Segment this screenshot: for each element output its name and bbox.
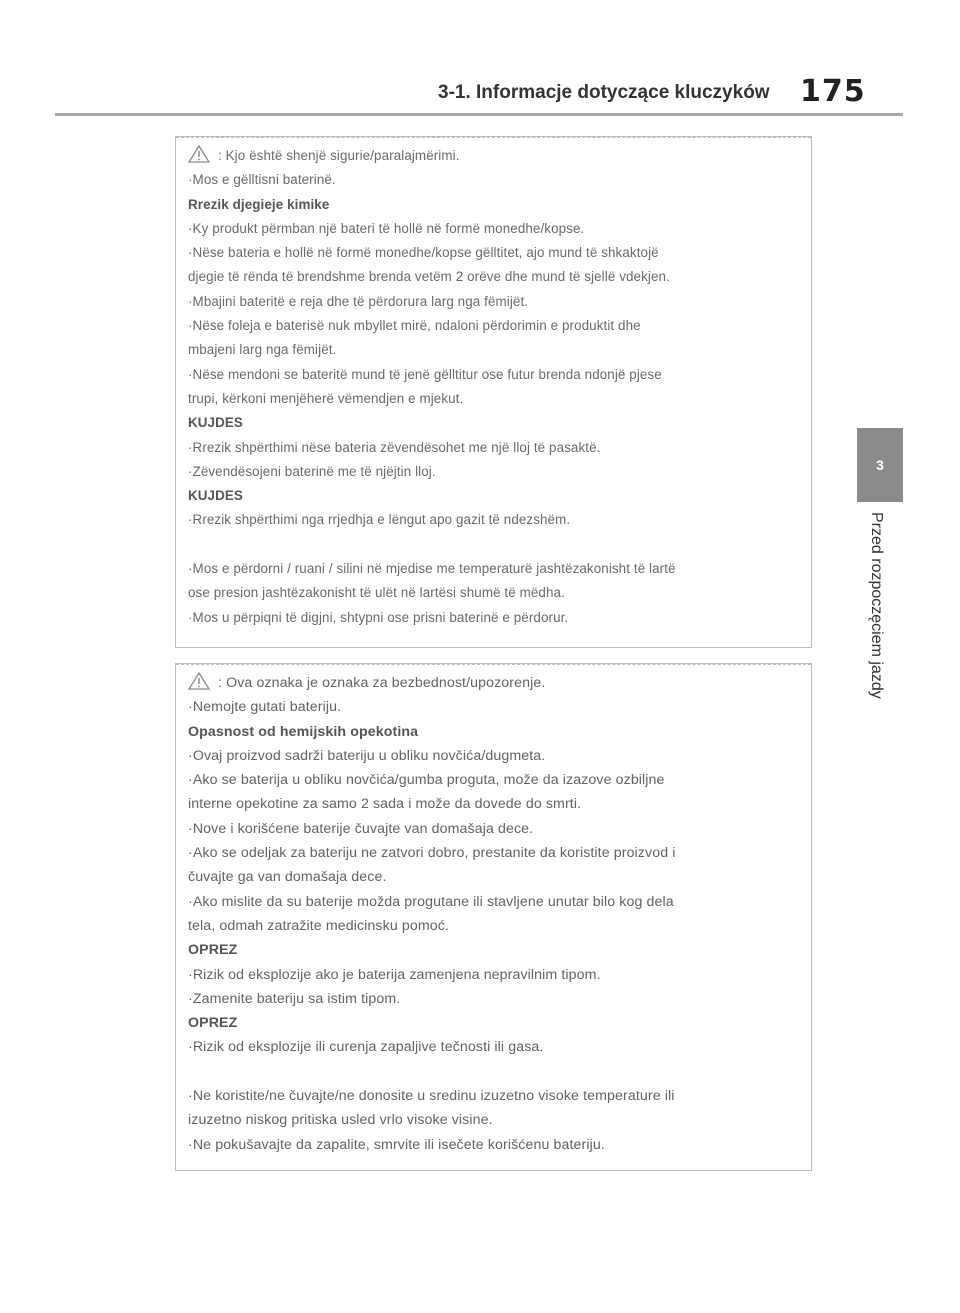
warning-text-line <box>188 387 811 411</box>
warning-line-text: ·Ne pokušavajte da zapalite, smrvite ili isečete korišćenu bateriju. <box>188 1136 605 1153</box>
warning-heading <box>188 484 811 508</box>
warning-heading <box>188 193 811 217</box>
warning-line-text: ·Zëvendësojeni baterinë me të njëjtin lloj. <box>188 463 436 479</box>
warning-line-text: ·Ne koristite/ne čuvajte/ne donosite u sredinu izuzetno visoke temperature ili <box>188 1088 675 1105</box>
warning-text-line <box>188 671 811 695</box>
warning-text-line <box>188 841 811 865</box>
warning-line-text: mbajeni larg nga fëmijët. <box>188 342 337 358</box>
warning-line-text: ·Rrezik shpërthimi nga rrjedhja e lëngut apo gazit të ndezshëm. <box>188 512 571 528</box>
warning-line-text: ·Ako se odeljak za bateriju ne zatvori dobro, prestanite da koristite proizvod i <box>188 845 676 862</box>
warning-heading <box>188 938 811 962</box>
warning-line-text: ·Nemojte gutati bateriju. <box>188 699 342 716</box>
chapter-tab <box>857 428 903 502</box>
warning-text-line <box>188 865 811 889</box>
warning-line-text: ·Ovaj proizvod sadrži bateriju u obliku novčića/dugmeta. <box>188 747 546 764</box>
warning-text-line <box>188 168 811 192</box>
warning-line-text: ·Nëse mendoni se bateritë mund të jenë gëlltitur ose futur brenda ndonjë pjese <box>188 366 662 382</box>
section-title: 3-1. Informacje dotyczące kluczyków <box>438 82 770 103</box>
warning-line-text: Opasnost od hemijskih opekotina <box>188 723 419 740</box>
warning-text-line <box>188 1133 811 1157</box>
warning-text-line <box>188 460 811 484</box>
warning-text-line <box>188 1108 811 1132</box>
warning-line-text: KUJDES <box>188 415 243 431</box>
warning-text-line <box>188 265 811 289</box>
warning-line-text: Rrezik djegieje kimike <box>188 196 330 212</box>
warning-text-line <box>188 963 811 987</box>
warning-text-line <box>188 363 811 387</box>
warning-box-serbian <box>175 663 812 1171</box>
warning-text-line <box>188 914 811 938</box>
warning-line-text: ·Ako se baterija u obliku novčića/gumba proguta, može da izazove ozbiljne <box>188 772 665 789</box>
warning-triangle-icon <box>188 145 210 163</box>
header-divider <box>55 113 903 116</box>
chapter-tab-number: 3 <box>876 457 884 473</box>
warning-line-text: ·Nëse bateria e hollë në formë monedhe/kopse gëlltitet, ajo mund të shkaktojë <box>188 245 659 261</box>
warning-text-line <box>188 290 811 314</box>
warning-text-line <box>188 144 811 168</box>
warning-text-line <box>188 606 811 630</box>
warning-line-text: OPREZ <box>188 1015 238 1032</box>
warning-line-text: ·Zamenite bateriju sa istim tipom. <box>188 990 401 1007</box>
warning-line-text: ·Ky produkt përmban një bateri të hollë në formë monedhe/kopse. <box>188 220 585 236</box>
warning-line-text: ·Nove i korišćene baterije čuvajte van domašaja dece. <box>188 820 534 837</box>
warning-text-line <box>188 1084 811 1108</box>
warning-text-line <box>188 1035 811 1059</box>
warning-line-text: : Ova oznaka je oznaka za bezbednost/upozorenje. <box>218 675 546 691</box>
warning-text-line <box>188 241 811 265</box>
warning-text-line <box>188 817 811 841</box>
warning-line-text: izuzetno niskog pritiska usled vrlo visoke visine. <box>188 1112 493 1129</box>
warning-heading <box>188 720 811 744</box>
warning-line-text: čuvajte ga van domašaja dece. <box>188 869 387 886</box>
warning-line-text: OPREZ <box>188 942 238 959</box>
warning-line-text: djegie të rënda të brendshme brenda vetëm 2 orëve dhe mund të sjellë vdekjen. <box>188 269 670 285</box>
warning-line-text: ·Rizik od eksplozije ili curenja zapaljive tečnosti ili gasa. <box>188 1039 544 1056</box>
warning-line-text: ·Ako mislite da su baterije možda progutane ili stavljene unutar bilo kog dela <box>188 893 674 910</box>
warning-text-line <box>188 314 811 338</box>
warning-line-text: ·Mos u përpiqni të digjni, shtypni ose prisni baterinë e përdorur. <box>188 609 569 625</box>
warning-line-text: ·Mos e përdorni / ruani / silini në mjedise me temperaturë jashtëzakonisht të lartë <box>188 561 676 577</box>
warning-heading <box>188 411 811 435</box>
warning-text-line <box>188 338 811 362</box>
warning-line-text: ·Mbajini bateritë e reja dhe të përdorura larg nga fëmijët. <box>188 293 529 309</box>
warning-text-line <box>188 695 811 719</box>
warning-text-line <box>188 744 811 768</box>
warning-text-line <box>188 1060 811 1084</box>
warning-line-text: ·Mos e gëlltisni baterinë. <box>188 172 336 188</box>
warning-text-line <box>188 890 811 914</box>
page-number: 175 <box>800 74 866 109</box>
warning-text-line <box>188 581 811 605</box>
warning-box-albanian <box>175 136 812 648</box>
warning-text-line <box>188 768 811 792</box>
warning-text-line <box>188 436 811 460</box>
warning-heading <box>188 1011 811 1035</box>
warning-line-text: ose presion jashtëzakonisht të ulët në lartësi shumë të mëdha. <box>188 585 565 601</box>
warning-text-line <box>188 217 811 241</box>
warning-line-text: : Kjo është shenjë sigurie/paralajmërimi. <box>218 148 460 163</box>
warning-text-line <box>188 557 811 581</box>
warning-line-text: interne opekotine za samo 2 sada i može da dovede do smrti. <box>188 796 582 813</box>
warning-text-line <box>188 987 811 1011</box>
warning-line-text: trupi, kërkoni menjëherë vëmendjen e mjekut. <box>188 390 464 406</box>
warning-text-line <box>188 533 811 557</box>
chapter-side-title: Przed rozpoczęciem jazdy <box>868 512 885 699</box>
warning-line-text: tela, odmah zatražite medicinsku pomoć. <box>188 917 449 934</box>
warning-triangle-icon <box>188 672 210 690</box>
warning-line-text: KUJDES <box>188 488 243 504</box>
warning-text-line <box>188 792 811 816</box>
warning-text-line <box>188 508 811 532</box>
warning-line-text: ·Nëse foleja e baterisë nuk mbyllet mirë, ndaloni përdorimin e produktit dhe <box>188 318 641 334</box>
warning-line-text: ·Rizik od eksplozije ako je baterija zamenjena nepravilnim tipom. <box>188 966 601 983</box>
warning-line-text: ·Rrezik shpërthimi nëse bateria zëvendësohet me një lloj të pasaktë. <box>188 439 601 455</box>
